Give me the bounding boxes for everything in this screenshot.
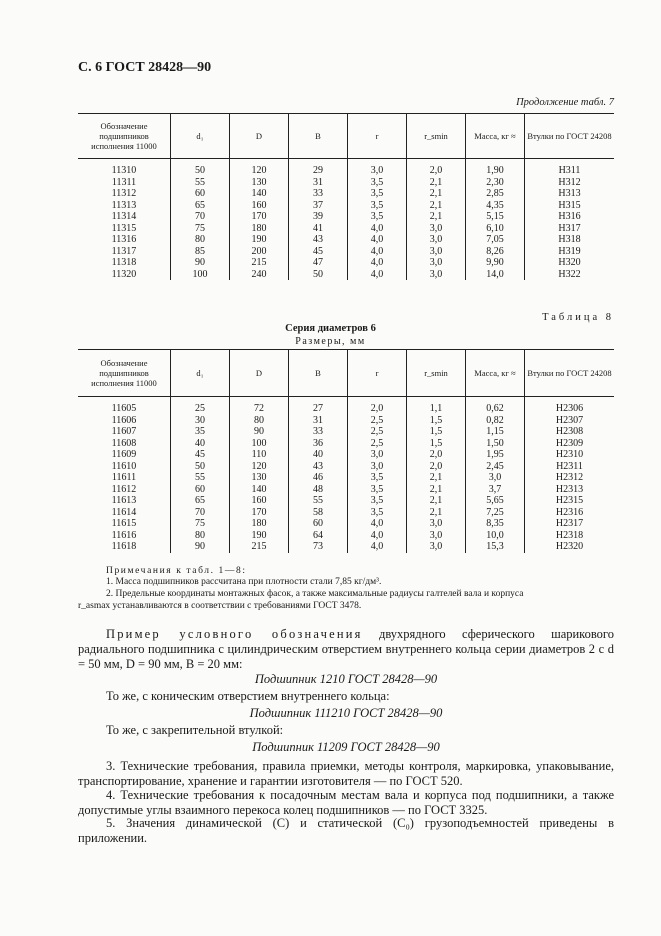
designation-2: Подшипник 111210 ГОСТ 28428—90	[249, 706, 443, 720]
table-row	[78, 211, 614, 223]
note-1: 1. Масса подшипников рассчитана при плотности стали 7,85 кг/дм³.	[106, 577, 382, 587]
table-cell: 11312	[111, 188, 137, 199]
table-cell: Н318	[525, 234, 615, 246]
table-cell: 35	[171, 426, 230, 438]
table-cell: 3,0	[407, 518, 466, 530]
table-cell: 3,0	[348, 449, 407, 461]
table-cell: 55	[171, 472, 230, 484]
table-cell: 140	[230, 188, 289, 200]
table-header-row	[78, 350, 614, 397]
table-cell: 40	[289, 449, 348, 461]
table-cell: Н2307	[525, 415, 615, 427]
table-cell: 9,90	[466, 257, 525, 269]
table-cell: 2,85	[466, 188, 525, 200]
table-cell: 11615	[111, 518, 137, 529]
table-cell: 50	[171, 461, 230, 473]
table-cell: 11316	[111, 234, 137, 245]
table-cell: 11616	[111, 529, 137, 541]
table-cell: 64	[289, 530, 348, 542]
table-cell: 3,0	[466, 472, 525, 484]
designation-1: Подшипник 1210 ГОСТ 28428—90	[254, 672, 438, 686]
table-cell: 30	[171, 415, 230, 427]
table-cell: Н312	[525, 177, 615, 189]
same-note-2: То же, с закрепительной втулкой:	[106, 723, 284, 737]
col-rsmin: r_smin	[407, 350, 466, 397]
table-cell: 11320	[111, 268, 137, 280]
table-cell: Н317	[525, 223, 615, 235]
notes-heading: Примечания к табл. 1—8:	[106, 566, 247, 576]
table-cell: Н2306	[525, 397, 615, 415]
table-cell: 140	[230, 484, 289, 496]
table-8-title: Серия диаметров 6	[285, 323, 376, 334]
table-cell: 0,62	[466, 397, 525, 415]
col-r: r	[348, 114, 407, 159]
table-cell: 48	[289, 484, 348, 496]
table-cell: Н319	[525, 246, 615, 258]
table-cell: 80	[230, 415, 289, 427]
table-cell: 3,5	[348, 484, 407, 496]
table-cell: 2,0	[348, 397, 407, 415]
table-cell: 4,0	[348, 518, 407, 530]
col-mass: Масса, кг ≈	[466, 350, 525, 397]
table-cell: 3,5	[348, 211, 407, 223]
table-cell: 58	[289, 507, 348, 519]
table-cell: 170	[230, 507, 289, 519]
table-cell: 29	[289, 159, 348, 177]
table-cell: Н2309	[525, 438, 615, 450]
table-cell: 11606	[111, 414, 137, 426]
table-row	[78, 518, 614, 530]
table-cell: 11607	[111, 426, 137, 437]
col-D: D	[230, 350, 289, 397]
table-cell: 70	[171, 211, 230, 223]
table-cell: 160	[230, 495, 289, 507]
table-cell: 190	[230, 530, 289, 542]
table-row	[78, 449, 614, 461]
table-cell: 190	[230, 234, 289, 246]
col-designation: Обозначение подшипников исполнения 11000	[78, 114, 171, 159]
table-cell: 3,0	[407, 530, 466, 542]
table-cell: 90	[230, 426, 289, 438]
table-cell: 70	[171, 507, 230, 519]
table-row	[78, 484, 614, 496]
table-header-row	[78, 114, 614, 159]
table-cell: 4,0	[348, 246, 407, 258]
table-cell: 7,05	[466, 234, 525, 246]
table-cell: 2,45	[466, 461, 525, 473]
table-cell: Н2310	[525, 449, 615, 461]
col-mass: Масса, кг ≈	[466, 114, 525, 159]
table-cell: 65	[171, 495, 230, 507]
table-cell: 2,1	[407, 507, 466, 519]
table-cell: 25	[171, 397, 230, 415]
table-cell: 1,5	[407, 426, 466, 438]
table-cell: Н2315	[525, 495, 615, 507]
table-cell: 3,5	[348, 200, 407, 212]
table-cell: 5,15	[466, 211, 525, 223]
table-cell: 4,35	[466, 200, 525, 212]
table-cell: Н2316	[525, 507, 615, 519]
table-cell: 130	[230, 472, 289, 484]
table-cell: Н315	[525, 200, 615, 212]
table-cell: 2,1	[407, 472, 466, 484]
example-lead: Пример условного обозначения	[106, 627, 363, 641]
table-cell: 80	[171, 234, 230, 246]
table-cell: 3,7	[466, 484, 525, 496]
table-cell: 4,0	[348, 269, 407, 281]
table-8	[78, 349, 614, 553]
table-cell: 75	[171, 518, 230, 530]
table-cell: 2,1	[407, 177, 466, 189]
table-row	[78, 541, 614, 553]
table-cell: 41	[289, 223, 348, 235]
table-cell: 160	[230, 200, 289, 212]
table-cell: 40	[171, 438, 230, 450]
table-cell: 11310	[111, 165, 137, 176]
table-cell: Н2317	[525, 518, 615, 530]
table-cell: 11608	[111, 437, 137, 449]
table-cell: 2,0	[407, 159, 466, 177]
table-cell: 11610	[111, 460, 137, 472]
table-cell: 120	[230, 159, 289, 177]
table-continuation-label: Продолжение табл. 7	[516, 97, 614, 108]
table-row	[78, 159, 614, 177]
table-cell: 37	[289, 200, 348, 212]
table-8-units: Размеры, мм	[295, 336, 366, 347]
table-row	[78, 269, 614, 281]
table-cell: 50	[289, 269, 348, 281]
table-cell: 1,1	[407, 397, 466, 415]
table-cell: 4,0	[348, 257, 407, 269]
table-cell: 60	[171, 484, 230, 496]
table-cell: 2,1	[407, 211, 466, 223]
table-cell: 5,65	[466, 495, 525, 507]
designation-3: Подшипник 11209 ГОСТ 28428—90	[252, 740, 440, 754]
table-cell: 3,0	[407, 257, 466, 269]
paragraph-3: 3. Технические требования, правила приемки, методы контроля, маркировка, упаковывание, транспортирование, хранение и гарантии изготовителя — по ГОСТ 520.	[78, 759, 614, 788]
table-cell: 60	[171, 188, 230, 200]
col-sleeve: Втулки по ГОСТ 24208	[525, 350, 615, 397]
table-row	[78, 397, 614, 415]
table-cell: 11612	[111, 483, 137, 495]
example-text: двухрядного сферического шарикового радиального подшипника с цилиндрическим отверстием внутреннего кольца серии диаметров 2 с d = 50 мм, D = 90 мм, B = 20 мм:	[78, 627, 615, 671]
table-cell: Н2312	[525, 472, 615, 484]
table-cell: 43	[289, 234, 348, 246]
table-cell: 43	[289, 461, 348, 473]
table-cell: Н2318	[525, 530, 615, 542]
table-cell: 1,90	[466, 159, 525, 177]
col-sleeve: Втулки по ГОСТ 24208	[525, 114, 615, 159]
table-cell: 2,5	[348, 415, 407, 427]
table-cell: 72	[230, 397, 289, 415]
table-cell: Н2311	[525, 461, 615, 473]
table-cell: 27	[289, 397, 348, 415]
table-cell: 1,5	[407, 438, 466, 450]
table-cell: 3,5	[348, 472, 407, 484]
table-row	[78, 530, 614, 542]
table-cell: 11609	[111, 449, 137, 460]
table-row	[78, 507, 614, 519]
table-cell: 215	[230, 541, 289, 553]
table-cell: 3,5	[348, 177, 407, 189]
table-cell: 2,5	[348, 438, 407, 450]
table-cell: 3,0	[348, 159, 407, 177]
table-cell: 100	[230, 438, 289, 450]
table-cell: 14,0	[466, 269, 525, 281]
example-paragraph	[78, 627, 614, 672]
table-row	[78, 200, 614, 212]
table-cell: 3,5	[348, 507, 407, 519]
table-cell: 36	[289, 438, 348, 450]
same-note-1: То же, с коническим отверстием внутреннего кольца:	[106, 689, 390, 703]
table-cell: 3,0	[407, 246, 466, 258]
table-cell: 75	[171, 223, 230, 235]
col-B: B	[289, 350, 348, 397]
table-cell: 80	[171, 530, 230, 542]
table-cell: 45	[171, 449, 230, 461]
table-cell: Н316	[525, 211, 615, 223]
col-d1: d₁	[171, 350, 230, 397]
table-cell: 55	[289, 495, 348, 507]
table-cell: 11314	[111, 211, 137, 222]
table-cell: 39	[289, 211, 348, 223]
col-D: D	[230, 114, 289, 159]
table-cell: 3,5	[348, 495, 407, 507]
table-cell: 60	[289, 518, 348, 530]
col-d1: d₁	[171, 114, 230, 159]
table-cell: 180	[230, 518, 289, 530]
table-cell: 100	[171, 269, 230, 281]
table-cell: 2,1	[407, 200, 466, 212]
table-cell: 2,1	[407, 188, 466, 200]
table-cell: 240	[230, 269, 289, 281]
table-cell: 4,0	[348, 223, 407, 235]
table-cell: 65	[171, 200, 230, 212]
table-cell: 4,0	[348, 234, 407, 246]
table-cell: 170	[230, 211, 289, 223]
table-cell: 4,0	[348, 530, 407, 542]
table-cell: 3,0	[407, 269, 466, 281]
table-row	[78, 257, 614, 269]
table-cell: 110	[230, 449, 289, 461]
note-2: 2. Предельные координаты монтажных фасок, а также максимальные радиусы галтелей вала и корпуса	[106, 589, 524, 599]
table-cell: 3,0	[407, 223, 466, 235]
table-cell: 1,95	[466, 449, 525, 461]
table-cell: 3,0	[407, 541, 466, 553]
table-cell: 11313	[111, 199, 137, 211]
table-cell: 15,3	[466, 541, 525, 553]
table-cell: 1,5	[407, 415, 466, 427]
table-row	[78, 426, 614, 438]
table-cell: Н313	[525, 188, 615, 200]
table-cell: 180	[230, 223, 289, 235]
table-cell: 31	[289, 415, 348, 427]
table-row	[78, 495, 614, 507]
table-row	[78, 234, 614, 246]
table-row	[78, 246, 614, 258]
table-cell: 2,1	[407, 495, 466, 507]
table-cell: 130	[230, 177, 289, 189]
table-cell: 11318	[111, 257, 137, 268]
table-cell: 31	[289, 177, 348, 189]
table-cell: Н320	[525, 257, 615, 269]
table-cell: 4,0	[348, 541, 407, 553]
table-cell: 11315	[111, 222, 137, 234]
table-row	[78, 461, 614, 473]
table-cell: Н311	[525, 159, 615, 177]
table-cell: 47	[289, 257, 348, 269]
table-cell: 11311	[111, 176, 137, 188]
col-B: B	[289, 114, 348, 159]
table-cell: 11611	[111, 472, 137, 483]
col-rsmin: r_smin	[407, 114, 466, 159]
table-cell: 8,35	[466, 518, 525, 530]
table-cell: 11613	[111, 495, 137, 506]
note-2-continued: r_asmax устанавливаются в соответствии с требованиями ГОСТ 3478.	[78, 601, 362, 611]
col-r: r	[348, 350, 407, 397]
table-cell: 7,25	[466, 507, 525, 519]
col-designation: Обозначение подшипников исполнения 11000	[78, 350, 171, 397]
table-cell: 3,5	[348, 188, 407, 200]
table-row	[78, 438, 614, 450]
table-cell: 73	[289, 541, 348, 553]
table-row	[78, 177, 614, 189]
table-cell: 6,10	[466, 223, 525, 235]
table-row	[78, 472, 614, 484]
table-8-label: Таблица 8	[542, 312, 614, 323]
table-cell: 11614	[111, 506, 137, 518]
table-cell: Н322	[525, 269, 615, 281]
table-cell: 90	[171, 257, 230, 269]
table-cell: 11605	[111, 403, 137, 414]
table-cell: 11618	[111, 541, 137, 552]
table-cell: 2,0	[407, 461, 466, 473]
table-cell: 2,5	[348, 426, 407, 438]
table-cell: 45	[289, 246, 348, 258]
table-cell: 8,26	[466, 246, 525, 258]
table-cell: 200	[230, 246, 289, 258]
table-row	[78, 415, 614, 427]
paragraph-5: 5. Значения динамической (C) и статической (C₀) грузоподъемностей приведены в приложении.	[78, 816, 614, 845]
table-cell: 3,0	[407, 234, 466, 246]
table-cell: 11317	[111, 245, 137, 257]
table-row	[78, 223, 614, 235]
table-cell: 33	[289, 426, 348, 438]
table-cell: Н2313	[525, 484, 615, 496]
table-cell: 1,50	[466, 438, 525, 450]
table-cell: 1,15	[466, 426, 525, 438]
table-cell: 120	[230, 461, 289, 473]
table-cell: 85	[171, 246, 230, 258]
table-cell: 2,30	[466, 177, 525, 189]
table-cell: 10,0	[466, 530, 525, 542]
paragraph-4: 4. Технические требования к посадочным местам вала и корпуса под подшипники, а также допустимые углы взаимного перекоса колец подшипников — по ГОСТ 3325.	[78, 788, 614, 817]
table-cell: 55	[171, 177, 230, 189]
table-cell: 3,0	[348, 461, 407, 473]
table-cell: 33	[289, 188, 348, 200]
table-cell: 90	[171, 541, 230, 553]
table-cell: 50	[171, 159, 230, 177]
table-cell: 2,1	[407, 484, 466, 496]
table-cell: 2,0	[407, 449, 466, 461]
table-cell: 215	[230, 257, 289, 269]
table-cell: Н2308	[525, 426, 615, 438]
table-cell: Н2320	[525, 541, 615, 553]
table-cell: 0,82	[466, 415, 525, 427]
page-header: С. 6 ГОСТ 28428—90	[78, 60, 212, 75]
table-row	[78, 188, 614, 200]
table-cell: 46	[289, 472, 348, 484]
table-7	[78, 113, 614, 280]
